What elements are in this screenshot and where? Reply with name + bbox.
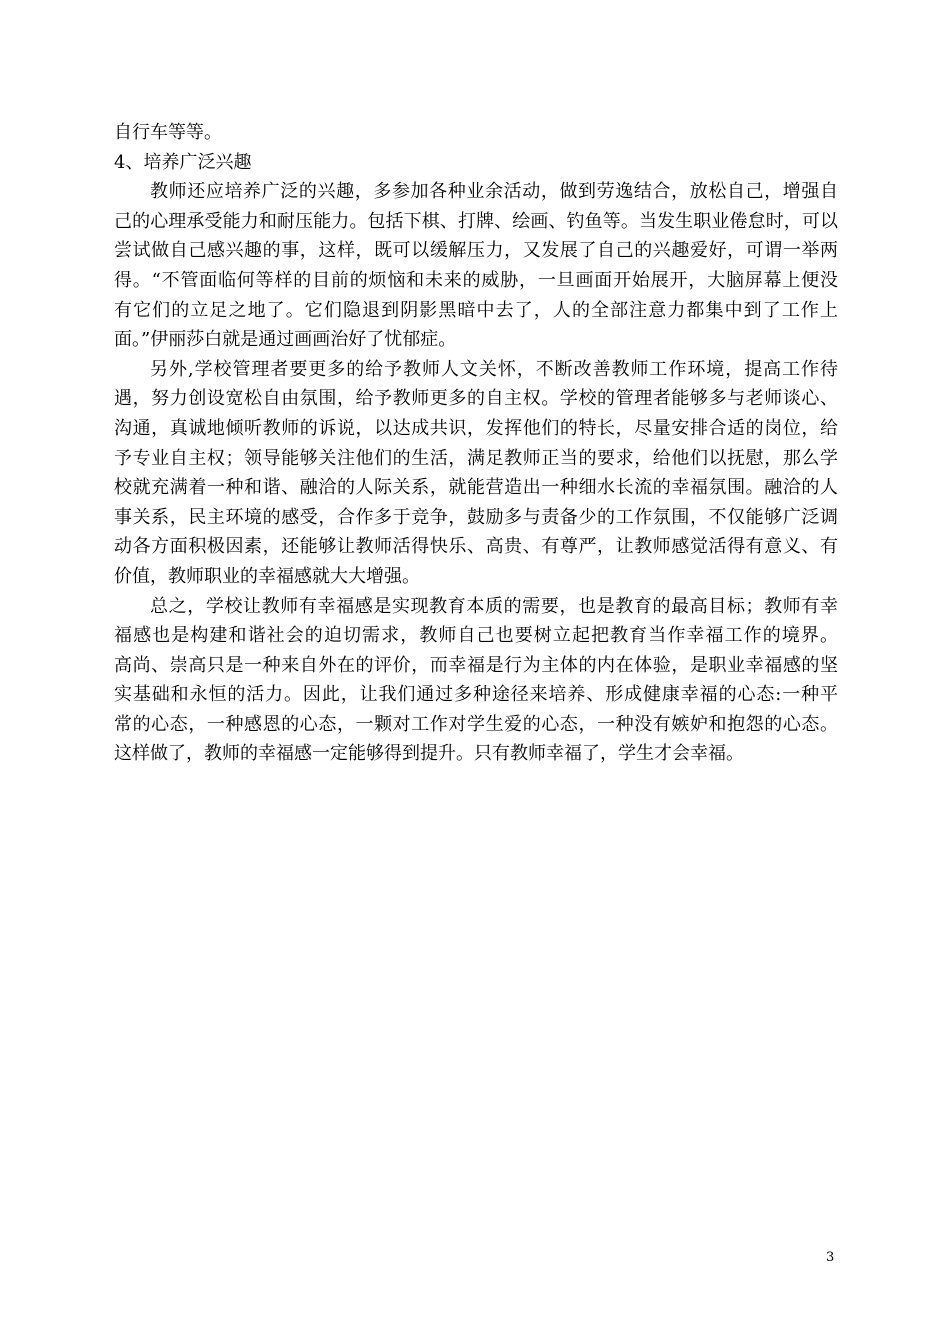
text-line: 沟通，真诚地倾听教师的诉说，以达成共识，发挥他们的特长，尽量安排合适的岗位，给 (114, 417, 838, 439)
text-line: 高尚、崇高只是一种来自外在的评价，而幸福是行为主体的内在体验，是职业幸福感的坚 (114, 654, 838, 676)
text-line: 这样做了，教师的幸福感一定能够得到提升。只有教师幸福了，学生才会幸福。 (114, 743, 744, 765)
text-line: 己的心理承受能力和耐压能力。包括下棋、打牌、绘画、钓鱼等。当发生职业倦怠时，可以 (114, 210, 838, 232)
page-number: 3 (826, 1250, 835, 1265)
text-line: 常的心态，一种感恩的心态，一颗对工作对学生爱的心态，一种没有嫉妒和抱怨的心态。 (114, 713, 838, 735)
text-line: 自行车等等。 (114, 122, 222, 143)
section-heading: 4、培养广泛兴趣 (114, 151, 252, 173)
text-line: 得。“不管面临何等样的目前的烦恼和未来的威胁，一旦画面开始展开，大脑屏幕上便没 (114, 269, 838, 291)
text-line: 动各方面积极因素，还能够让教师活得快乐、高贵、有尊严，让教师感觉活得有意义、有 (114, 536, 838, 558)
text-line: 有它们的立足之地了。它们隐退到阴影黑暗中去了，人的全部注意力都集中到了工作上 (114, 299, 838, 321)
text-line: 福感也是构建和谐社会的迫切需求，教师自己也要树立起把教育当作幸福工作的境界。 (114, 625, 838, 647)
text-line: 实基础和永恒的活力。因此，让我们通过多种途径来培养、形成健康幸福的心态:一种平 (114, 684, 838, 706)
text-line: 遇，努力创设宽松自由氛围，给予教师更多的自主权。学校的管理者能够多与老师谈心、 (114, 388, 838, 410)
text-line: 予专业自主权；领导能够关注他们的生活，满足教师正当的要求，给他们以抚慰，那么学 (114, 447, 838, 469)
text-line: 面。”伊丽莎白就是通过画画治好了忧郁症。 (114, 329, 457, 351)
text-line: 尝试做自己感兴趣的事，这样，既可以缓解压力，又发展了自己的兴趣爱好，可谓一举两 (114, 240, 838, 262)
text-line: 校就充满着一种和谐、融洽的人际关系，就能营造出一种细水长流的幸福氛围。融洽的人 (114, 477, 838, 499)
text-line: 教师还应培养广泛的兴趣，多参加各种业余活动，做到劳逸结合，放松自己，增强自 (150, 181, 838, 203)
text-line: 总之，学校让教师有幸福感是实现教育本质的需要，也是教育的最高目标；教师有幸 (150, 595, 838, 617)
text-line: 另外,学校管理者要更多的给予教师人文关怀，不断改善教师工作环境，提高工作待 (150, 358, 838, 380)
text-line: 价值，教师职业的幸福感就大大增强。 (114, 565, 420, 587)
text-line: 事关系，民主环境的感受，合作多于竞争，鼓励多与责备少的工作氛围，不仅能够广泛调 (114, 506, 838, 528)
document-body (114, 118, 838, 769)
